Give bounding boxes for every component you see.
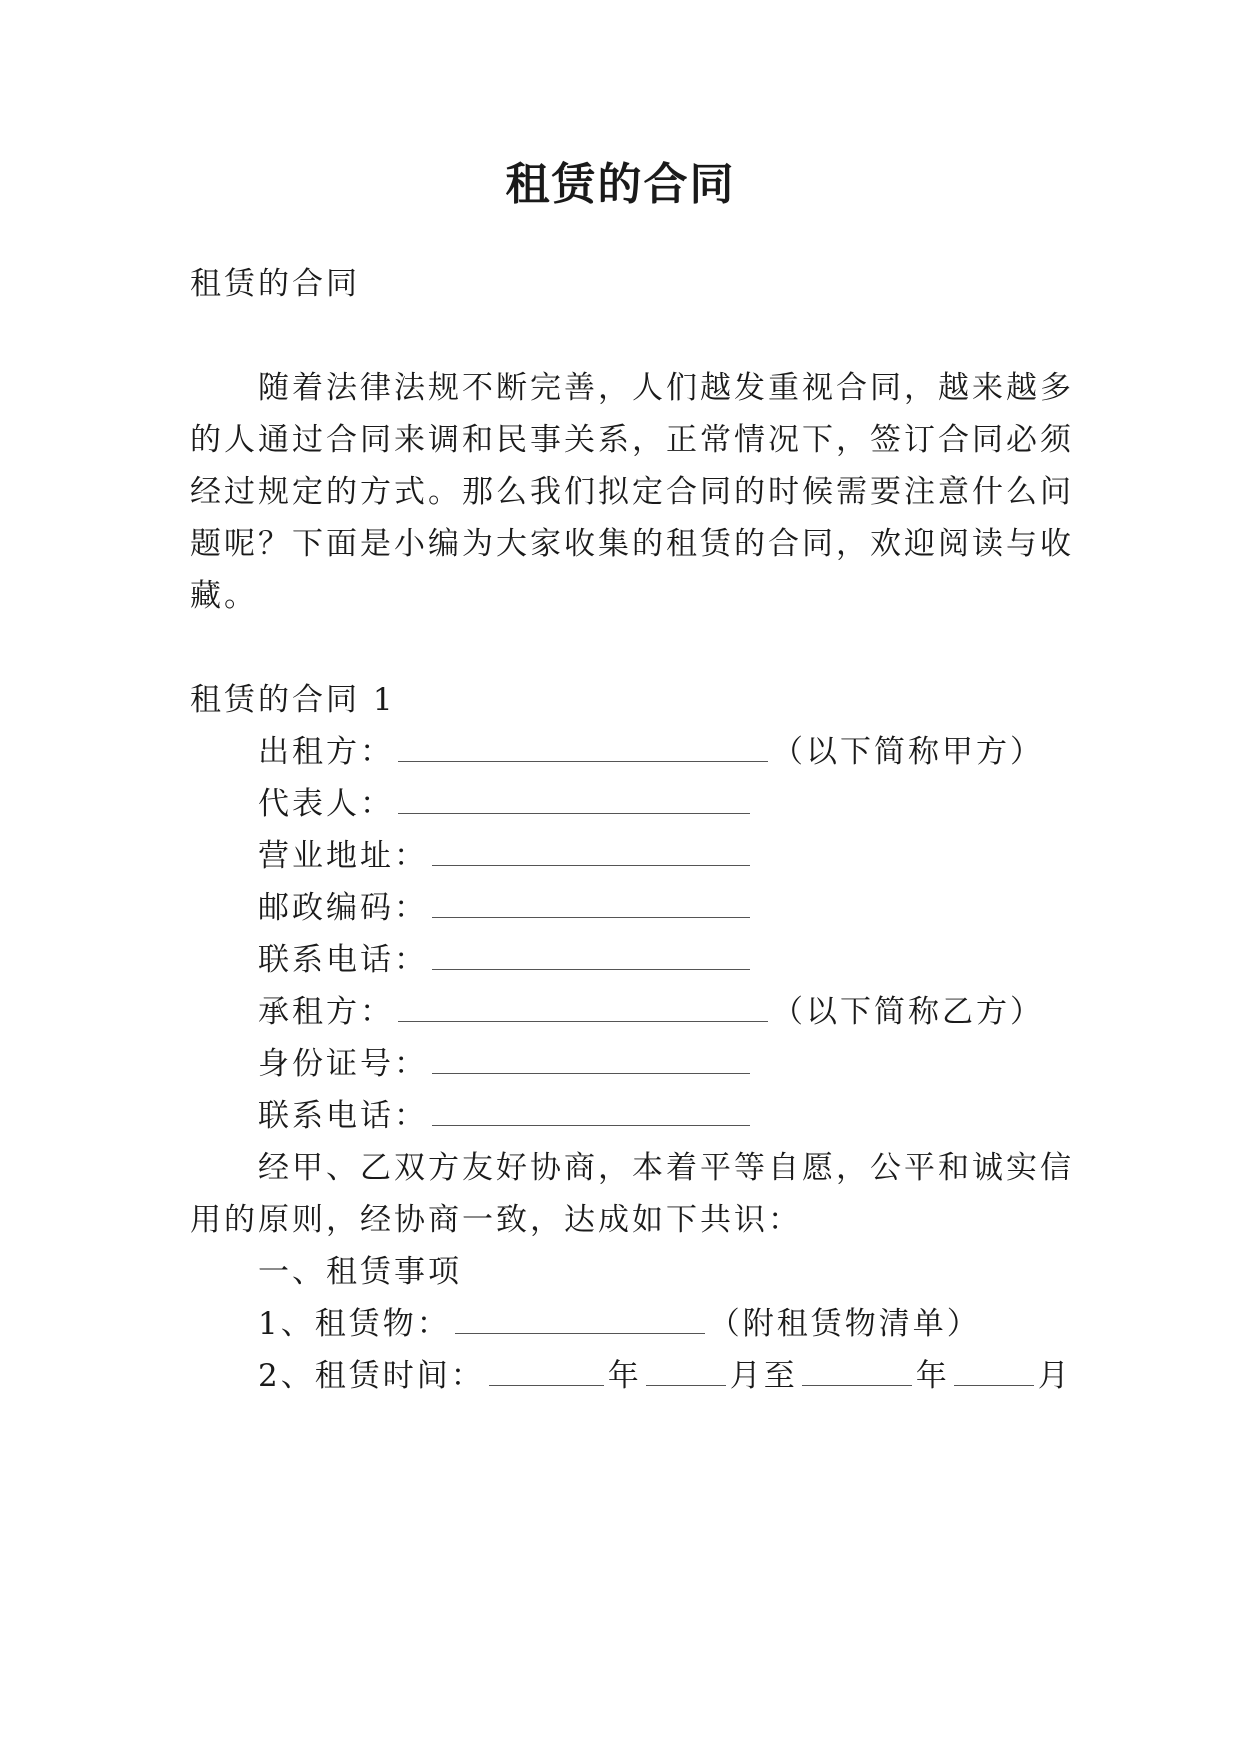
phone-row-2 — [258, 1094, 754, 1138]
item-1-label: 1、租赁物： — [258, 1306, 451, 1342]
clause-1-heading: 一、租赁事项 — [258, 1254, 462, 1290]
phone-label-2: 联系电话： — [258, 1098, 428, 1134]
business-address-label: 营业地址： — [258, 838, 428, 874]
intro-line-5: 藏。 — [190, 578, 258, 614]
lessor-blank[interactable] — [398, 731, 768, 762]
intro-line-4: 题呢？下面是小编为大家收集的租赁的合同，欢迎阅读与收 — [190, 526, 1074, 562]
year-unit-2: 年 — [915, 1358, 950, 1394]
representative-row — [258, 782, 754, 826]
lessee-blank[interactable] — [398, 991, 768, 1022]
item-1-row — [258, 1302, 981, 1346]
intro-line-2: 的人通过合同来调和民事关系，正常情况下，签订合同必须 — [190, 422, 1074, 458]
postal-code-row — [258, 886, 754, 930]
item-1-note: （附租赁物清单） — [708, 1306, 981, 1342]
document-title: 租赁的合同 — [505, 159, 736, 210]
section-heading: 租赁的合同 1 — [190, 682, 396, 718]
item-2-label: 2、租赁时间： — [258, 1358, 485, 1394]
postal-code-label: 邮政编码： — [258, 890, 428, 926]
end-month-blank[interactable] — [954, 1355, 1034, 1386]
agreement-line-1: 经甲、乙双方友好协商，本着平等自愿，公平和诚实信 — [258, 1150, 1074, 1186]
id-number-blank[interactable] — [432, 1043, 750, 1074]
lessee-row — [258, 990, 1044, 1034]
lessor-note: （以下简称甲方） — [772, 734, 1044, 770]
item-1-blank[interactable] — [455, 1303, 705, 1334]
representative-label: 代表人： — [258, 786, 394, 822]
business-address-row — [258, 834, 754, 878]
lessor-label: 出租方： — [258, 734, 394, 770]
phone-blank-1[interactable] — [432, 939, 750, 970]
representative-blank[interactable] — [398, 783, 750, 814]
document-subtitle: 租赁的合同 — [190, 266, 360, 302]
intro-line-1: 随着法律法规不断完善，人们越发重视合同，越来越多 — [258, 370, 1074, 406]
month-until: 月至 — [729, 1358, 798, 1394]
start-month-blank[interactable] — [646, 1355, 726, 1386]
id-number-row — [258, 1042, 754, 1086]
phone-row-1 — [258, 938, 754, 982]
business-address-blank[interactable] — [432, 835, 750, 866]
phone-blank-2[interactable] — [432, 1095, 750, 1126]
end-year-blank[interactable] — [802, 1355, 912, 1386]
lessor-row — [258, 730, 1044, 774]
start-year-blank[interactable] — [489, 1355, 604, 1386]
lessee-label: 承租方： — [258, 994, 394, 1030]
year-unit: 年 — [607, 1358, 642, 1394]
lessee-note: （以下简称乙方） — [772, 994, 1044, 1030]
postal-code-blank[interactable] — [432, 887, 750, 918]
id-number-label: 身份证号： — [258, 1046, 428, 1082]
item-2-row — [258, 1354, 1072, 1398]
agreement-line-2: 用的原则，经协商一致，达成如下共识： — [190, 1202, 802, 1238]
phone-label-1: 联系电话： — [258, 942, 428, 978]
month-unit: 月 — [1037, 1358, 1072, 1394]
intro-line-3: 经过规定的方式。那么我们拟定合同的时候需要注意什么问 — [190, 474, 1074, 510]
